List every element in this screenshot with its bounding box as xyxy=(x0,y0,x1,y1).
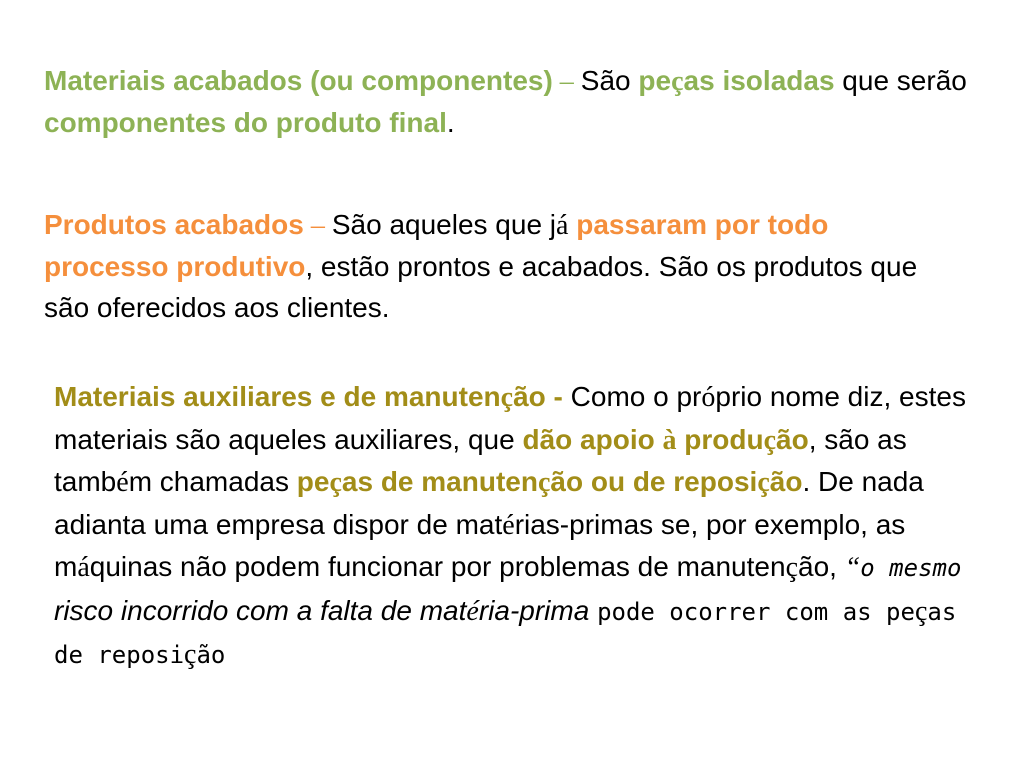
text: , estão prontos e acabados. São os produtos que são oferecidos aos clientes. xyxy=(44,251,918,323)
quote-text: o mesmo xyxy=(860,554,962,582)
quote-text: ç xyxy=(184,639,197,670)
quote-text: pode ocorrer com as pe xyxy=(597,597,915,626)
highlight-text: pe xyxy=(638,65,672,96)
highlight-text: dão apoio xyxy=(522,423,663,455)
highlight-text: ão xyxy=(513,381,546,412)
text: Como o pr xyxy=(570,381,702,412)
text: ão, xyxy=(798,551,845,582)
text: é xyxy=(116,467,129,498)
paragraph-materiais-acabados xyxy=(44,60,994,143)
highlight-text: ão ou de reposi xyxy=(550,466,758,497)
highlight-text: ç xyxy=(329,467,342,498)
highlight-text: ç xyxy=(763,424,777,456)
highlight-text: pe xyxy=(296,466,330,497)
paragraph-produtos-acabados xyxy=(44,204,944,328)
quote-text: risco incorrido com a falta de mat xyxy=(54,594,467,626)
quote-text: as de reposi xyxy=(54,597,957,669)
highlight-text: as de manuten xyxy=(341,466,538,497)
quote-text: ria-prima xyxy=(478,594,598,626)
quote-text: ç xyxy=(914,595,928,627)
highlight-text: ç xyxy=(500,382,514,413)
open-quote: “ xyxy=(844,552,861,583)
text: . xyxy=(446,107,455,138)
text: ó xyxy=(701,382,716,413)
highlight-text: produ xyxy=(676,423,764,455)
text: prio nome diz, estes materiais são aqueles auxiliares, que xyxy=(54,381,966,455)
highlight-text: ç xyxy=(537,467,551,498)
dash: – xyxy=(303,210,332,241)
text: , são as tamb xyxy=(54,423,907,497)
text: é xyxy=(502,509,515,541)
text: São xyxy=(580,65,639,96)
highlight-text: ç xyxy=(757,467,770,498)
paragraph-materiais-auxiliares xyxy=(54,376,994,677)
text: . De nada adianta uma empresa dispor de mat xyxy=(54,466,924,540)
quote-text: ão xyxy=(196,641,226,669)
highlight-text: passaram por todo processo produtivo xyxy=(44,209,829,282)
highlight-text: ç xyxy=(671,66,684,97)
dash: - xyxy=(545,381,571,412)
text: quinas não podem funcionar por problemas de manuten xyxy=(89,551,786,582)
text: m chamadas xyxy=(128,466,297,497)
text: á xyxy=(556,210,569,241)
highlight-text: ão xyxy=(769,466,803,497)
text: rias-primas se, por exemplo, as m xyxy=(54,508,906,582)
text: São aqueles que j xyxy=(331,209,557,240)
term-materiais-acabados: Materiais acabados (ou componentes) xyxy=(44,65,553,96)
text: que serão xyxy=(834,65,967,96)
highlight-text: componentes do produto final xyxy=(44,107,447,138)
dash: – xyxy=(552,66,581,97)
term-produtos-acabados: Produtos acabados xyxy=(44,209,304,240)
highlight-text: as isoladas xyxy=(683,65,835,96)
term-materiais-auxiliares: Materiais auxiliares e de manuten xyxy=(54,381,501,412)
text: ç xyxy=(785,552,798,583)
quote-text: é xyxy=(466,595,479,627)
text: á xyxy=(77,552,90,583)
highlight-text: ão xyxy=(776,423,809,455)
highlight-text: à xyxy=(662,424,677,456)
